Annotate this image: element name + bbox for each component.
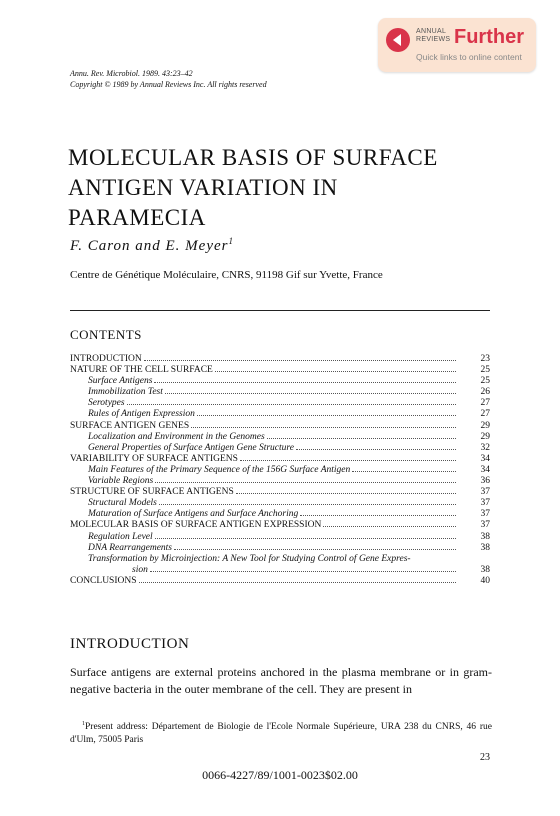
toc-entry-page: 29 <box>480 420 490 431</box>
toc-entry-page: 25 <box>480 376 490 387</box>
toc-entry-page: 23 <box>480 354 490 364</box>
toc-entry-label: CONCLUSIONS <box>70 575 137 586</box>
journal-citation: Annu. Rev. Microbiol. 1989. 43:23–42 <box>70 69 193 78</box>
page-number: 23 <box>480 752 490 763</box>
toc-entry <box>70 465 490 476</box>
toc-entry <box>70 443 490 454</box>
toc-leader-dots <box>144 359 456 361</box>
copyright-line: Copyright © 1989 by Annual Reviews Inc. All rights reserved <box>70 80 267 89</box>
article-code: 0066-4227/89/1001-0023$02.00 <box>202 768 358 782</box>
toc-leader-dots <box>197 414 456 416</box>
toc-entry-page: 27 <box>480 409 490 420</box>
toc-entry <box>70 387 490 398</box>
toc-entry-label: INTRODUCTION <box>70 354 142 364</box>
toc-entry-label: Regulation Level <box>88 531 153 542</box>
toc-leader-dots <box>296 448 456 450</box>
citation-meta <box>70 68 267 90</box>
toc-entry <box>70 365 490 376</box>
toc-leader-dots <box>191 426 456 428</box>
toc-entry-label: General Properties of Surface Antigen Gene Structure <box>88 442 294 453</box>
toc-entry-page: 34 <box>480 464 490 475</box>
toc-leader-dots <box>127 403 456 405</box>
toc-entry-label: Transformation by Microinjection: A New Tool for Studying Control of Gene Expres- <box>88 553 411 564</box>
toc-entry-page: 32 <box>480 442 490 453</box>
toc-entry-label: Serotypes <box>88 398 125 409</box>
footnote: $^1$Present address: Département de Biologie de l'Ecole Normale Supérieure, URA 238 du CNRS, 46 rue d'Ulm, 75005 Paris <box>70 721 492 746</box>
divider <box>70 310 490 311</box>
toc-entry-label: Structural Models <box>88 498 157 509</box>
toc-entry <box>70 554 490 565</box>
toc-leader-dots <box>236 492 456 494</box>
toc-entry-page: 38 <box>480 564 490 575</box>
toc-entry-label: DNA Rearrangements <box>88 542 172 553</box>
toc-leader-dots <box>159 503 456 505</box>
toc-leader-dots <box>155 537 456 539</box>
toc-leader-dots <box>150 570 456 572</box>
toc-entry-page: 29 <box>480 431 490 442</box>
toc-leader-dots <box>165 392 456 394</box>
toc-entry-page: 37 <box>480 487 490 498</box>
toc-entry-label: SURFACE ANTIGEN GENES <box>70 420 190 431</box>
toc-entry-page: 37 <box>480 509 490 520</box>
toc-entry-label: STRUCTURE OF SURFACE ANTIGENS <box>70 487 234 498</box>
back-arrow-icon <box>386 28 410 52</box>
contents-heading: CONTENTS <box>70 327 142 342</box>
table-of-contents <box>70 354 490 587</box>
affiliation: Centre de Génétique Moléculaire, CNRS, 91198 Gif sur Yvette, France <box>70 269 383 281</box>
toc-entry <box>70 520 490 531</box>
toc-entry-page: 37 <box>480 520 490 531</box>
toc-entry-label: Variable Regions <box>88 476 154 487</box>
toc-entry <box>70 532 490 543</box>
toc-entry-label: Rules of Antigen Expression <box>88 409 195 420</box>
toc-entry-page: 26 <box>480 387 490 398</box>
further-label: Further <box>454 26 524 48</box>
introduction-paragraph: Surface antigens are external proteins anchored in the plasma membrane or in gram-negative bacteria in the outer membrane of the cell. They are present in <box>70 665 492 696</box>
toc-leader-dots <box>323 525 456 527</box>
toc-entry-page: 37 <box>480 498 490 509</box>
toc-entry-label: Maturation of Surface Antigens and Surface Anchoring <box>88 509 299 520</box>
toc-entry <box>70 543 490 554</box>
toc-entry <box>70 421 490 432</box>
toc-entry-label: Surface Antigens <box>88 376 153 387</box>
introduction-heading: INTRODUCTION <box>70 636 190 652</box>
toc-leader-dots <box>240 459 456 461</box>
toc-entry <box>70 509 490 520</box>
toc-leader-dots <box>154 381 456 383</box>
toc-leader-dots <box>352 470 456 472</box>
toc-entry-page: 34 <box>480 453 490 464</box>
toc-leader-dots <box>155 481 456 483</box>
author-footnote-mark: 1 <box>228 236 234 246</box>
toc-entry <box>70 565 490 576</box>
toc-entry-label: VARIABILITY OF SURFACE ANTIGENS <box>70 453 238 464</box>
toc-entry-label: sion <box>132 564 148 575</box>
toc-leader-dots <box>174 548 456 550</box>
authors: F. Caron and E. Meyer$^1$ <box>70 236 234 254</box>
footnote-mark: 1 <box>82 721 85 727</box>
toc-entry <box>70 376 490 387</box>
toc-entry-page: 25 <box>480 365 490 376</box>
toc-entry-page: 36 <box>480 476 490 487</box>
toc-entry <box>70 576 490 587</box>
toc-entry-label: Main Features of the Primary Sequence of the 156G Surface Antigen <box>88 464 351 475</box>
toc-entry <box>70 476 490 487</box>
toc-entry-label: Immobilization Test <box>88 387 163 398</box>
toc-entry <box>70 398 490 409</box>
annual-reviews-logo-text: ANNUAL REVIEWS <box>416 28 451 43</box>
toc-entry <box>70 487 490 498</box>
toc-leader-dots <box>300 514 456 516</box>
toc-entry-label: MOLECULAR BASIS OF SURFACE ANTIGEN EXPRESSION <box>70 520 322 531</box>
toc-entry <box>70 409 490 420</box>
toc-entry-page: 38 <box>480 542 490 553</box>
toc-entry <box>70 432 490 443</box>
toc-entry <box>70 354 490 365</box>
toc-leader-dots <box>215 370 456 372</box>
toc-leader-dots <box>139 581 456 583</box>
article-title: MOLECULAR BASIS OF SURFACE ANTIGEN VARIATION IN PARAMECIA <box>68 145 438 230</box>
toc-entry-page: 40 <box>480 575 490 586</box>
toc-entry-label: NATURE OF THE CELL SURFACE <box>70 365 213 376</box>
toc-entry-label: Localization and Environment in the Genomes <box>88 431 265 442</box>
toc-entry <box>70 498 490 509</box>
toc-entry-page: 38 <box>480 531 490 542</box>
toc-entry-page: 27 <box>480 398 490 409</box>
toc-leader-dots <box>267 437 456 439</box>
further-banner[interactable] <box>378 18 536 72</box>
toc-entry <box>70 454 490 465</box>
further-subtitle: Quick links to online content <box>416 52 522 62</box>
